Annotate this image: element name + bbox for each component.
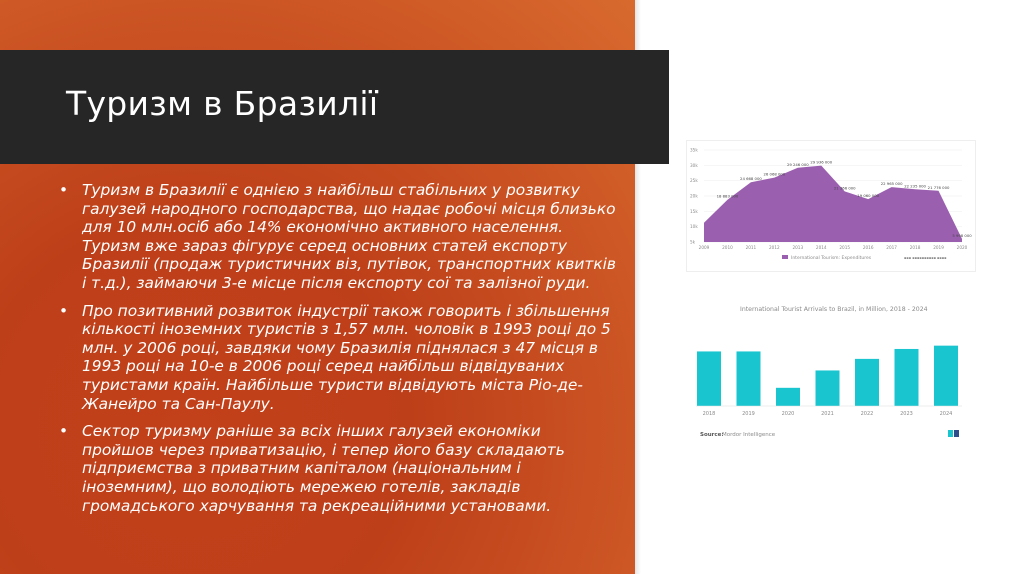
x-tick-label: 2012 <box>769 245 780 250</box>
x-tick-label: 2020 <box>956 245 968 250</box>
x-tick-label: 2015 <box>839 245 851 250</box>
mordor-logo-icon <box>948 430 959 437</box>
bar <box>816 370 840 406</box>
y-tick-label: 35k <box>690 147 698 153</box>
x-tick-label: 2020 <box>781 411 795 417</box>
bullet-dot-icon: • <box>59 422 69 441</box>
data-label: 21 776 000 <box>927 184 950 190</box>
bullet-text: Сектор туризму раніше за всіх інших галузей економіки пройшов через приватизацію, і тепер його базу складають підприємства з приватним капіталом (національним і іноземним), що володіють мережею готелів, закладів громадського харчування та рекреаційними установами. <box>82 422 565 515</box>
bullet-item <box>56 422 616 515</box>
bullet-item <box>56 302 616 414</box>
bullet-list <box>56 181 616 524</box>
bar <box>934 346 958 406</box>
bullet-text: Туризм в Бразилії є однією з найбільш стабільних у розвитку галузей народного господарства, що надає робочі місця близько для 10 млн.осіб або 14% економічно активного населення. Туризм вже зараз фігурує серед основних статей експорту Бразилії (продаж туристичних віз, путівок, транспортних квитків і т.д.), займаючи 3-е місце після експорту сої та залізної руди. <box>82 181 616 292</box>
x-tick-label: 2014 <box>815 245 827 250</box>
x-tick-label: 2024 <box>939 411 953 417</box>
x-tick-label: 2017 <box>886 245 897 250</box>
data-label: 29 936 000 <box>810 159 833 165</box>
arrivals-bar-chart <box>692 300 980 448</box>
data-label: 21 366 000 <box>833 185 856 191</box>
watermark-logo: ▪▪▪ ▪▪▪▪▪▪▪▪▪▪ ▪▪▪▪ <box>904 256 947 260</box>
x-tick-label: 2018 <box>909 245 921 250</box>
y-tick-label: 15k <box>690 208 698 214</box>
x-tick-label: 2009 <box>698 245 710 250</box>
legend-swatch <box>782 255 788 259</box>
x-tick-label: 2019 <box>933 245 944 250</box>
data-label: 26 068 000 <box>763 171 786 177</box>
legend-label: International Tourism: Expenditures <box>791 256 872 261</box>
slide-title: Туризм в Бразилії <box>66 84 379 123</box>
data-label: 18 883 000 <box>716 193 739 199</box>
y-tick-label: 20k <box>690 193 698 199</box>
x-tick-label: 2021 <box>821 411 834 417</box>
bar <box>697 351 721 406</box>
x-tick-label: 2023 <box>900 411 913 417</box>
expenditures-area-chart <box>686 140 976 272</box>
bar <box>895 349 919 406</box>
bullet-dot-icon: • <box>59 181 69 199</box>
bar <box>737 351 761 406</box>
x-tick-label: 2019 <box>742 411 755 417</box>
bar <box>855 359 879 406</box>
data-label: 5 998 000 <box>952 232 972 238</box>
x-tick-label: 2010 <box>722 245 733 250</box>
x-tick-label: 2018 <box>702 411 716 417</box>
x-tick-label: 2013 <box>792 245 804 250</box>
chart-title: International Tourist Arrivals to Brazil, in Million, 2018 - 2024 <box>740 306 928 313</box>
source-name: Mordor Intelligence <box>722 432 776 438</box>
bullet-dot-icon: • <box>59 301 69 320</box>
data-label: 24 668 000 <box>740 176 762 182</box>
bullet-item <box>56 181 616 293</box>
bullet-text: Про позитивний розвиток індустрії також говорить і збільшення кількості іноземних туристів з 1,57 млн. чоловік в 1993 році до 5 млн. у 2006 році, завдяки чому Бразилія піднялася з 47 місця в 1993 році на 10-е в 2006 році серед найбільш відвідуваних туристами країн. Найбільше туристи відвідують міста Ріо-де-Жанейро та Сан-Паулу. <box>82 301 611 413</box>
x-tick-label: 2011 <box>745 245 757 250</box>
data-label: 22 965 000 <box>880 181 903 187</box>
y-tick-label: 25k <box>690 178 698 184</box>
y-tick-label: 30k <box>690 162 698 168</box>
data-label: 29 246 000 <box>786 161 809 167</box>
source-label: Source: <box>700 432 724 438</box>
data-label: 19 060 000 <box>857 193 880 199</box>
data-label: 22 235 000 <box>904 183 926 189</box>
y-tick-label: 5k <box>690 239 696 245</box>
y-tick-label: 10k <box>690 224 698 230</box>
x-tick-label: 2022 <box>860 411 874 417</box>
x-tick-label: 2016 <box>862 245 874 250</box>
bar <box>776 388 800 406</box>
